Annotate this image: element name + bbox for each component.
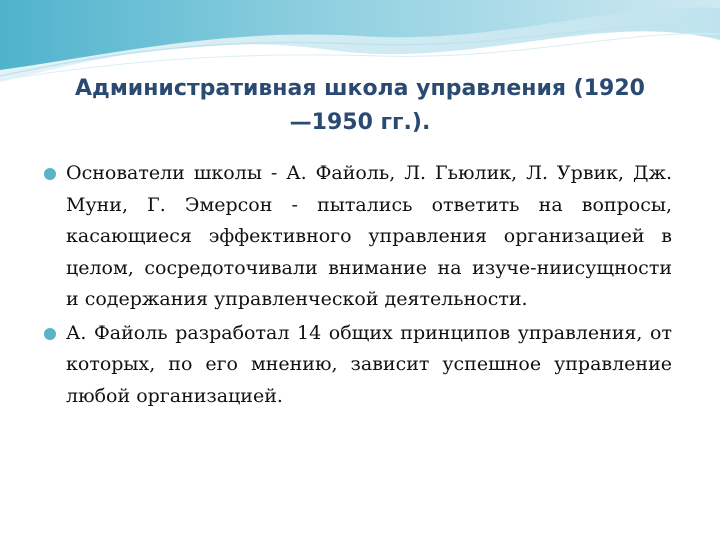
bullet-list bbox=[44, 158, 672, 414]
wave-shape-front bbox=[0, 0, 720, 70]
bullet-dot-icon bbox=[44, 168, 56, 180]
bullet-item-founders bbox=[44, 158, 672, 316]
bullet-dot-icon bbox=[44, 328, 56, 340]
bullet-item-fayol-principles bbox=[44, 318, 672, 413]
title-line-2: —1950 гг.). bbox=[289, 110, 431, 135]
bullet-text: А. Файоль разработал 14 общих принципов управления, от которых, по его мнению, зависит успешное управление любой организацией. bbox=[66, 321, 672, 407]
title-line-1: Административная школа управления (1920 bbox=[75, 76, 645, 101]
slide-title bbox=[40, 72, 680, 140]
bullet-text: Основатели школы - А. Файоль, Л. Гьюлик, Л. Урвик, Дж. Муни, Г. Эмерсон - пытались ответить на вопросы, касающиеся эффективного управления организацией в целом, сосредоточивали внимание на изуче-ниисущности и содержания управленческой деятельности. bbox=[66, 162, 672, 310]
